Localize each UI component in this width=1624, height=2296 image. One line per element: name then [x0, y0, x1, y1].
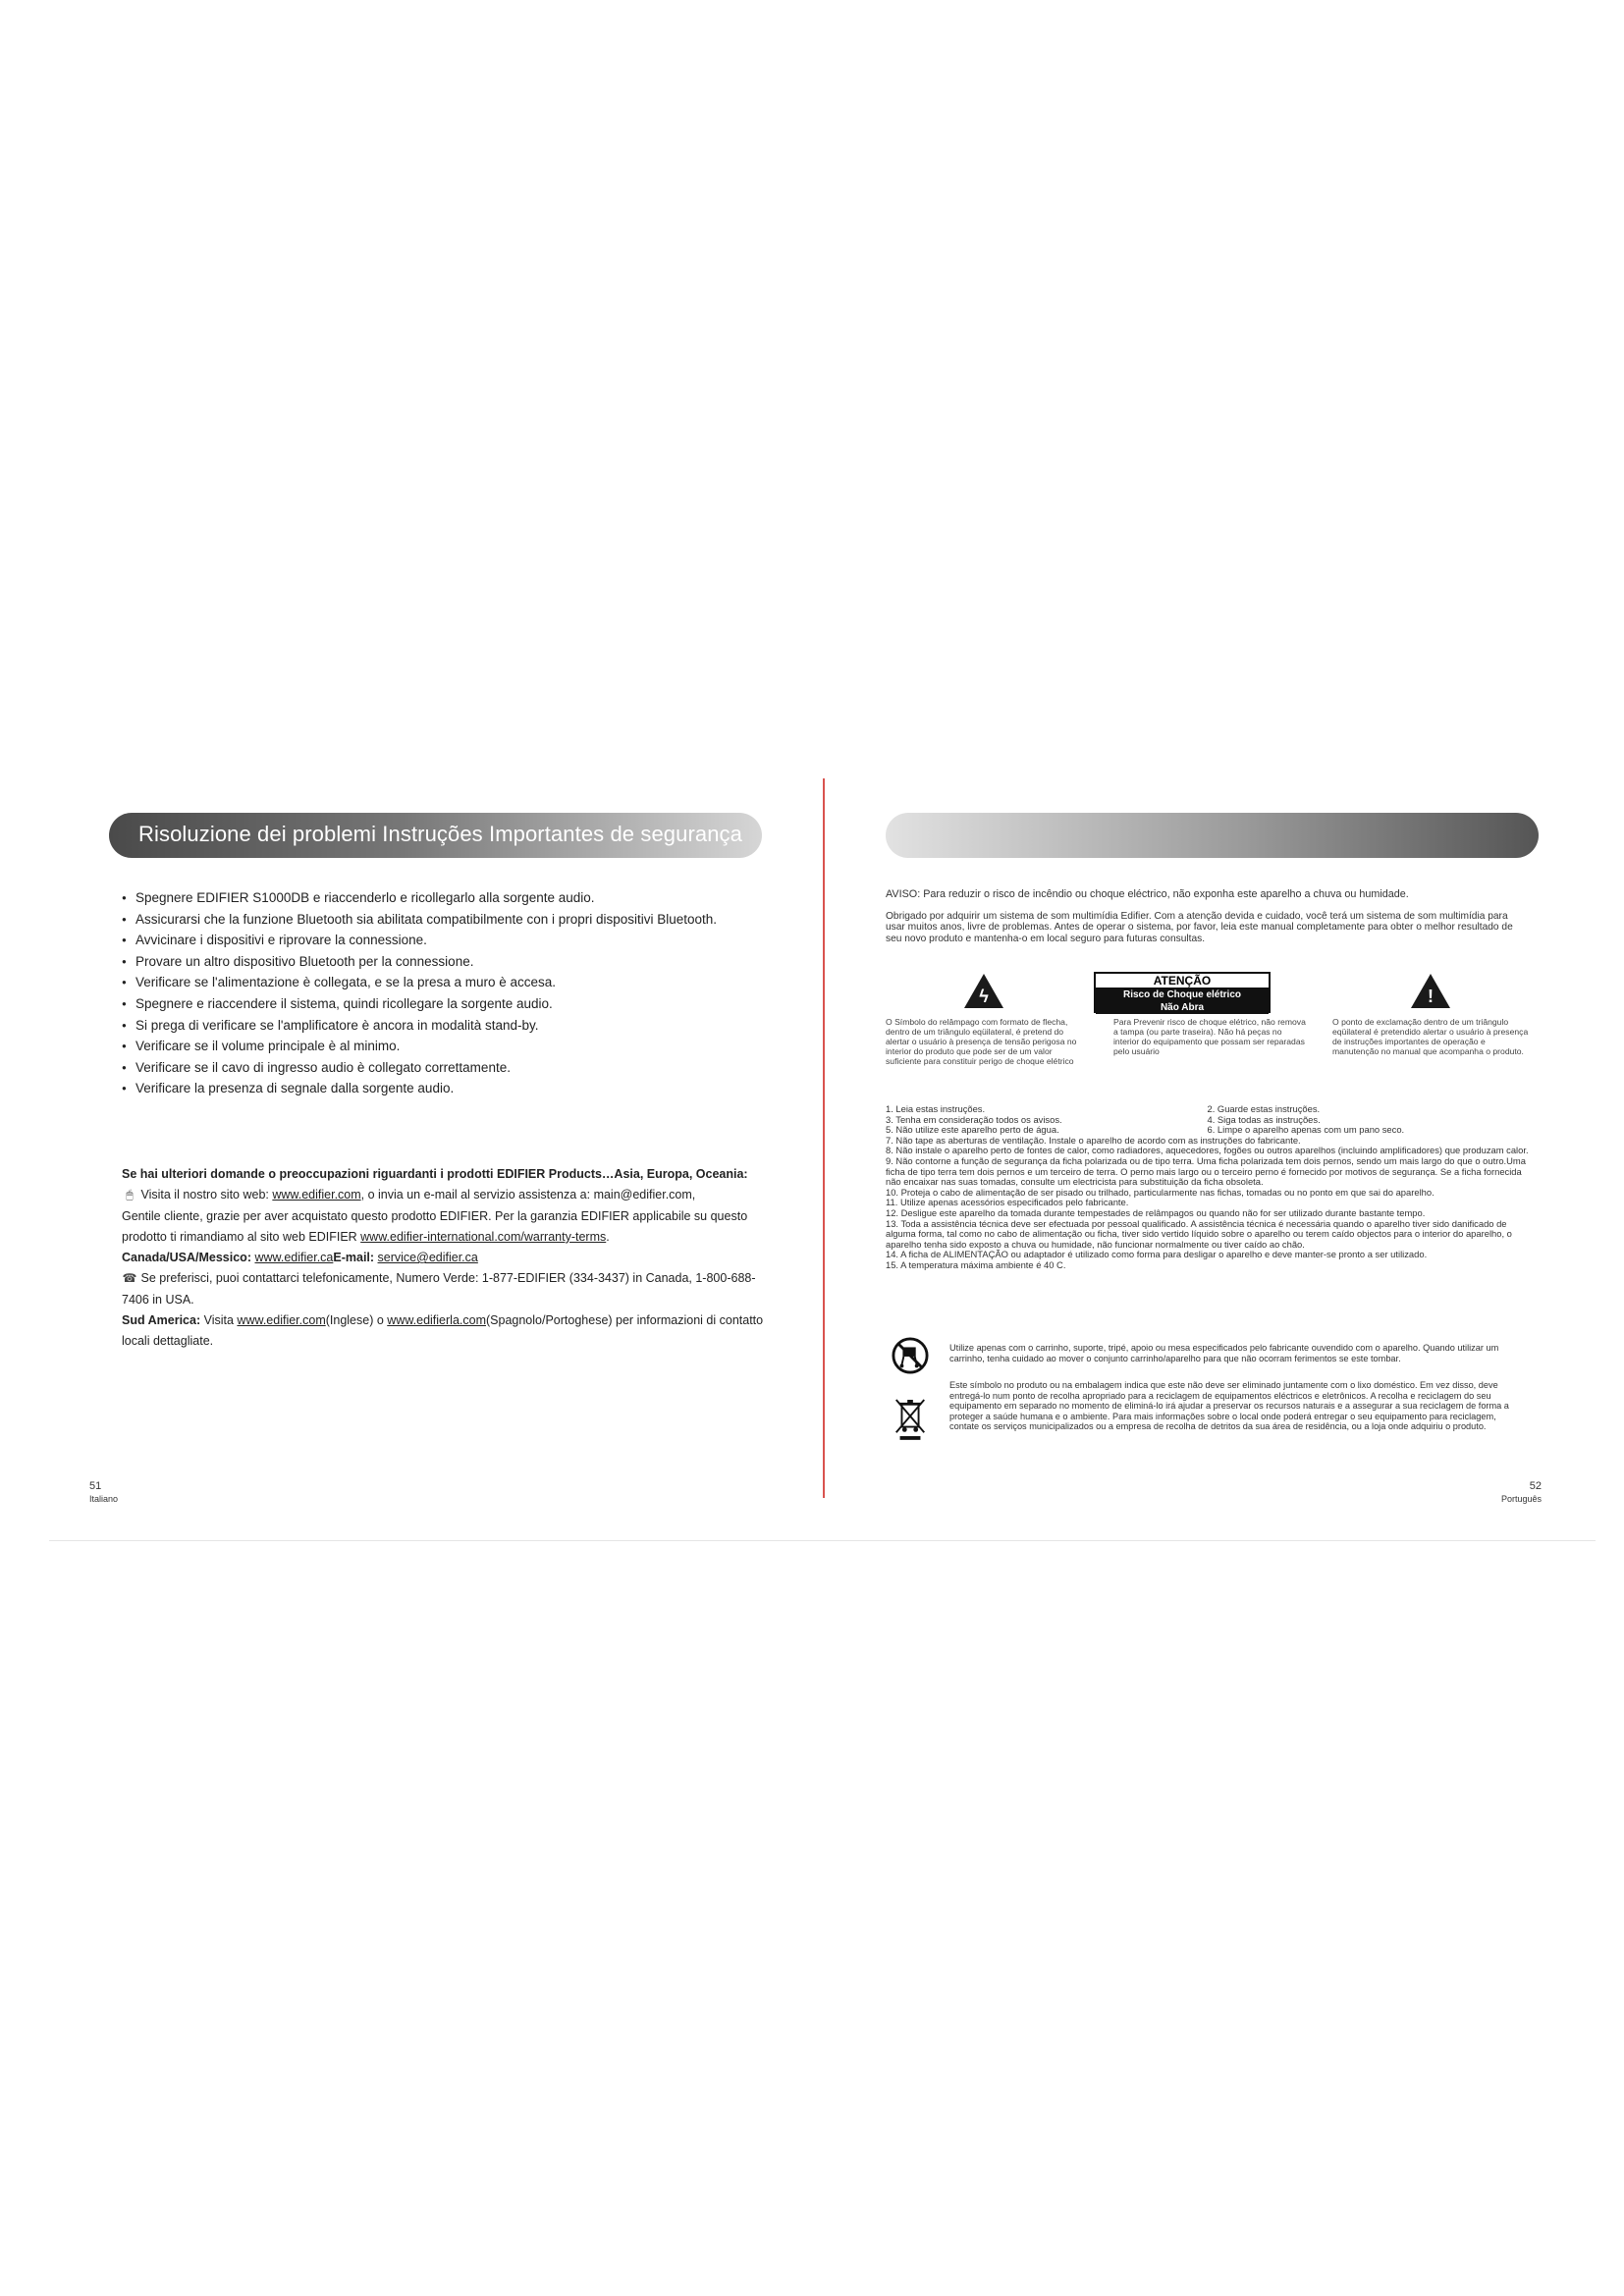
intro-text: Obrigado por adquirir um sistema de som multimídia Edifier. Com a atenção devida e cuidado, você terá um sistema de som multimídia para usar muitos anos, livre de problemas. Antes de operar o sistema, por favor, leia este manual completamente para obter o melhor resultado de seu novo produto e mantenha-o em local seguro para futuras consultas. — [886, 910, 1513, 944]
list-item: ● Verificare se il cavo di ingresso audio è collegato correttamente. — [122, 1057, 770, 1079]
atencao-label — [1094, 972, 1271, 1013]
list-item: ● Verificare se il volume principale è al minimo. — [122, 1036, 770, 1057]
troubleshooting-list — [122, 887, 770, 1099]
list-item: 7. Não tape as aberturas de ventilação. Instale o aparelho de acordo com as instruções do fabricante. — [886, 1134, 1301, 1146]
cart-warning-text: Utilize apenas com o carrinho, suporte, tripé, apoio ou mesa especificados pelo fabricante ouvendido com o aparelho. Quando utilizar um carrinho, tenha cuidado ao mover o conjunto carrinho/aparelho para que não ocorram ferimentos se este tombar. — [949, 1343, 1499, 1363]
south-america-line: Sud America: Visita www.edifier.com(Inglese) o www.edifierla.com(Spagnolo/Portoghese) per informazioni di contatto locali dettagliate. — [122, 1313, 764, 1349]
right-page-language: Português — [1500, 1494, 1542, 1504]
cart-tipover-icon — [892, 1337, 929, 1374]
list-item: 11. Utilize apenas acessórios especificados pelo fabricante. — [886, 1197, 1129, 1208]
list-item: ● Verificare la presenza di segnale dalla sorgente audio. — [122, 1078, 770, 1099]
edifier-com-link-2[interactable]: www.edifier.com — [237, 1313, 326, 1328]
left-header-title: Risoluzione dei problemi Instruções Importantes de segurança — [138, 822, 742, 846]
list-item: 12. Desligue este aparelho da tomada durante tempestades de relâmpagos ou quando não for ser utilizado durante bastante tempo. — [886, 1206, 1426, 1218]
web-icon: 🖱 — [126, 1188, 134, 1202]
list-item: 1. Leia estas instruções. 2. Guarde estas instruções. — [886, 1103, 1321, 1114]
weee-notice — [886, 1380, 1529, 1459]
right-intro — [886, 889, 1529, 944]
list-item: 3. Tenha em consideração todos os avisos. 4. Siga todas as instruções. — [886, 1113, 1321, 1125]
lightning-description: O Símbolo do relâmpago com formato de flecha, dentro de um triângulo eqüilateral, é pretend do alertar o usuário à presença de tensão perigosa no interior do produto que pode ser de um valor suficiente para constituir perigo de choque elétrico — [886, 1017, 1077, 1066]
center-divider — [823, 778, 825, 1498]
lightning-triangle-icon: ϟ — [964, 974, 1003, 1009]
weee-bin-icon — [892, 1394, 929, 1443]
right-page-number: 52 — [1529, 1480, 1542, 1492]
exclamation-description: O ponto de exclamação dentro de um triângulo eqüilateral é pretendido alertar o usuário à presença de instruções importantes de operação e manutenção no manual que acompanha o produto. — [1332, 1017, 1529, 1056]
edifier-com-link[interactable]: www.edifier.com — [272, 1188, 361, 1202]
phone-icon: ☎ — [122, 1271, 137, 1286]
list-item: ● Provare un altro dispositivo Bluetooth per la connessione. — [122, 951, 770, 973]
atencao-line-1: Risco de Choque elétrico — [1096, 988, 1269, 1001]
cover-description: Para Prevenir risco de choque elétrico, não remova a tampa (ou parte traseira). Não há peças no interior do equipamento que possam ser reparadas pelo usuário — [1113, 1017, 1306, 1056]
service-email-link[interactable]: service@edifier.ca — [377, 1251, 478, 1265]
left-page-footer — [89, 1480, 118, 1506]
list-item: ● Si prega di verificare se l'amplificatore è ancora in modalità stand-by. — [122, 1015, 770, 1037]
left-page-number: 51 — [89, 1480, 102, 1492]
list-item: 13. Toda a assistência técnica deve ser efectuada por pessoal qualificado. A assistência técnica é necessária quando o aparelho tiver sido danificado de alguma forma, tal como no cabo de alimentação ou ficha, tiver sido vertido líquido sobre o aparelho ou terem caído objectos para o interior do aparelho, o aparelho tenha sido exposto a chuva ou humidade, não funcionar normalmente ou tiver caído ao chão. — [886, 1217, 1512, 1250]
list-item: 5. Não utilize este aparelho perto de água. 6. Limpe o aparelho apenas com um pano seco. — [886, 1124, 1405, 1136]
list-item: 14. A ficha de ALIMENTAÇÃO ou adaptador é utilizado como forma para desligar o aparelho e deve manter-se pronto a ser utilizado. — [886, 1249, 1428, 1260]
list-item: 15. A temperatura máxima ambiente é 40 C. — [886, 1258, 1066, 1270]
canada-line: Canada/USA/Messico: www.edifier.caE-mail: service@edifier.ca — [122, 1251, 478, 1265]
list-item: 9. Não contorne a função de segurança da ficha polarizada ou de tipo terra. Uma ficha polarizada tem dois pernos, sendo um mais largo do que o outro.Uma ficha de tipo terra tem dois pernos e um terceiro de terra. O perno mais largo ou o terceiro perno é fornecido por motivos de segurança. Se a ficha fornecida não encaixar nas suas tomadas, consulte um electricista para substituição da ficha obsoleta. — [886, 1154, 1526, 1188]
edifier-ca-link[interactable]: www.edifier.ca — [254, 1251, 334, 1265]
warranty-line: Gentile cliente, grazie per aver acquistato questo prodotto EDIFIER. Per la garanzia EDIFIER applicabile su questo prodotto ti rimandiamo al sito web EDIFIER www.edifier-international.com/warranty-terms. — [122, 1208, 748, 1244]
aviso-text: AVISO: Para reduzir o risco de incêndio ou choque eléctrico, não exponha este aparelho a chuva ou humidade. — [886, 888, 1409, 900]
list-item: ● Assicurarsi che la funzione Bluetooth sia abilitata compatibilmente con i propri dispositivi Bluetooth. — [122, 909, 770, 931]
edifierla-link[interactable]: www.edifierla.com — [387, 1313, 486, 1328]
list-item: ● Spegnere e riaccendere il sistema, quindi ricollegare la sorgente audio. — [122, 993, 770, 1015]
safety-instructions-list — [886, 1104, 1529, 1271]
exclamation-triangle-icon: ! — [1411, 974, 1450, 1009]
atencao-title: ATENÇÃO — [1096, 974, 1269, 988]
cart-warning — [886, 1337, 1529, 1380]
phone-line: ☎ Se preferisci, puoi contattarci telefonicamente, Numero Verde: 1-877-EDIFIER (334-3437) in Canada, 1-800-688-7406 in USA. — [122, 1268, 780, 1310]
atencao-line-2: Não Abra — [1096, 1001, 1269, 1014]
right-section-header — [886, 813, 1539, 858]
left-section-header — [109, 813, 762, 858]
list-item: 10. Proteja o cabo de alimentação de ser pisado ou trilhado, particularmente nas fichas, tomadas ou no ponto em que sai do aparelho. — [886, 1186, 1435, 1198]
warning-symbols-row — [886, 972, 1529, 1080]
list-item: 8. Não instale o aparelho perto de fontes de calor, como radiadores, aquecedores, fogões ou outros aparelhos (incluindo amplificadores) que produzam calor. — [886, 1145, 1529, 1156]
warranty-link[interactable]: www.edifier-international.com/warranty-terms — [360, 1229, 607, 1244]
weee-notice-text: Este símbolo no produto ou na embalagem indica que este não deve ser eliminado juntamente com o lixo doméstico. Em vez disso, deve entregá-lo num ponto de recolha apropriado para a reciclagem de equipamentos eléctricos e eletrônicos. A recolha e reciclagem do seu equipamento em separado no momento de eliminá-lo irá ajudar a preservar os recursos naturais e a assegurar a sua reciclagem de forma a proteger a saúde humana e o ambiente. Para mais informações sobre o local onde poderá entregar o seu equipamento para reciclagem, contate os serviços municipalizados ou a empresa de recolha de detritos da sua área de residência, ou a loja onde adquiriu o produto. — [949, 1380, 1509, 1432]
contact-section — [122, 1164, 780, 1353]
contact-heading: Se hai ulteriori domande o preoccupazioni riguardanti i prodotti EDIFIER Products…Asia, Europa, Oceania: — [122, 1167, 748, 1181]
list-item: ● Spegnere EDIFIER S1000DB e riaccenderlo e ricollegarlo alla sorgente audio. — [122, 887, 770, 909]
left-page-language: Italiano — [89, 1494, 119, 1504]
bottom-rule — [49, 1540, 1596, 1541]
visit-line: 🖱 Visita il nostro sito web: www.edifier.com, o invia un e-mail al servizio assistenza a: main@edifier.com, — [122, 1185, 780, 1205]
list-item: ● Avvicinare i dispositivi e riprovare la connessione. — [122, 930, 770, 951]
list-item: ● Verificare se l'alimentazione è collegata, e se la presa a muro è accesa. — [122, 972, 770, 993]
right-page-footer — [1492, 1480, 1542, 1506]
